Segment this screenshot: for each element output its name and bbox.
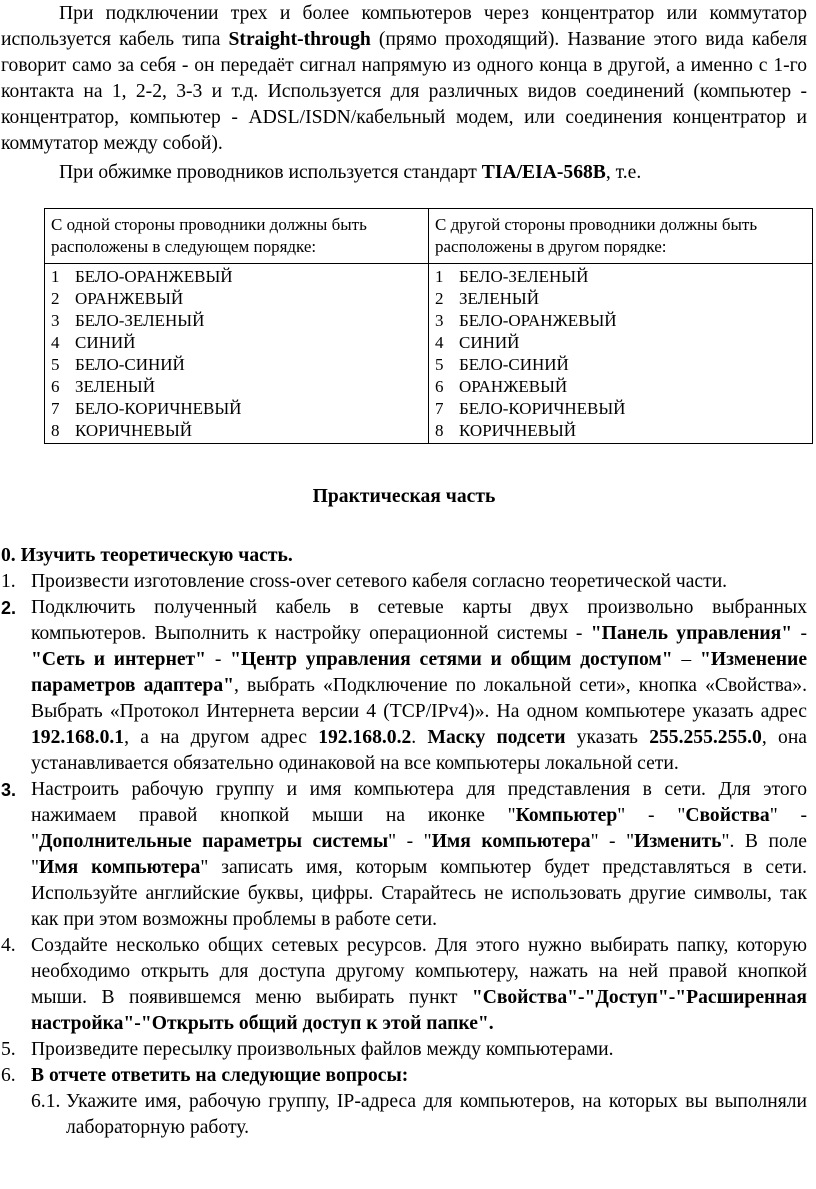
- ip-address: 192.168.0.2: [318, 727, 412, 748]
- wire-row: [51, 288, 422, 310]
- wire-row: [435, 332, 806, 354]
- menu-path: "Свойства"-"Доступ"-"Расширенная настройка"-"Открыть общий доступ к этой папке".: [31, 987, 807, 1034]
- step-4: [1, 933, 807, 1037]
- step-text: Произведите пересылку произвольных файлов между компьютерами.: [31, 1039, 614, 1060]
- wire-color: БЕЛО-СИНИЙ: [75, 355, 185, 374]
- wire-number: 3: [51, 311, 60, 330]
- wire-number: 6: [435, 377, 444, 396]
- text-run: При обжимке проводников используется стандарт: [59, 162, 482, 183]
- wire-color: БЕЛО-СИНИЙ: [459, 355, 569, 374]
- text-run: Подключить полученный кабель в сетевые карты двух произвольно выбранных компьютеров. Выполнить к настройку операционной системы -: [31, 597, 807, 644]
- wire-number: 3: [435, 311, 444, 330]
- cable-description-paragraph: [1, 0, 807, 157]
- text-run: -: [792, 623, 807, 644]
- wire-number: 5: [435, 355, 444, 374]
- wire-row: [51, 376, 422, 398]
- text-run: " записать имя, которым компьютер будет представляться в сети. Используйте английские буквы, цифры. Старайтесь не использовать другие символы, так как при этом возможны проблемы в работе сети.: [31, 857, 807, 930]
- wiring-table: [44, 208, 813, 444]
- text-run: " - ": [31, 805, 808, 852]
- wire-number: 4: [51, 333, 60, 352]
- text-run: ". В поле ": [31, 831, 807, 878]
- wire-number: 8: [435, 421, 444, 440]
- menu-path: "Панель управления": [590, 623, 793, 644]
- wire-color: ЗЕЛЕНЫЙ: [75, 377, 155, 396]
- text-run: " - ": [388, 831, 432, 852]
- wire-color: БЕЛО-КОРИЧНЕВЫЙ: [75, 399, 242, 418]
- step-0: 0. Изучить теоретическую часть.: [1, 545, 293, 566]
- text-run: , она устанавливается обязательно одинаковой на все компьютеры локальной сети.: [31, 727, 808, 774]
- field-name: Имя компьютера: [39, 857, 201, 878]
- menu-path: Изменить: [634, 831, 722, 852]
- wire-number: 2: [51, 289, 60, 308]
- step-text: [31, 777, 807, 933]
- step-number: 6.1.: [31, 1091, 61, 1112]
- menu-path: "Сеть и интернет": [31, 649, 207, 670]
- wire-color: ОРАНЖЕВЫЙ: [75, 289, 184, 308]
- wire-number: 2: [435, 289, 444, 308]
- menu-path: Дополнительные параметры системы: [39, 831, 389, 852]
- wire-row: [435, 376, 806, 398]
- text-run: Настроить рабочую группу и имя компьютера для представления в сети. Для этого нажимаем правой кнопкой мыши на иконке ": [31, 779, 807, 826]
- wire-row: [435, 266, 806, 288]
- subnet-mask-label: Маску подсети: [427, 727, 566, 748]
- text-run: (прямо проходящий). Название этого вида кабеля говорит само за себя - он передаёт сигнал напрямую из одного конца в другой, а именно с 1-го контакта на 1, 2-2, 3-3 и т.д. Используется для различных видов соединений (компьютер - концентратор, компьютер - ADSL/ISDN/кабельный модем, или соединения концентратор и коммутатор между собой).: [1, 29, 807, 154]
- wire-color: БЕЛО-КОРИЧНЕВЫЙ: [459, 399, 626, 418]
- wire-color: КОРИЧНЕВЫЙ: [459, 421, 577, 440]
- text-run: " - ": [617, 805, 686, 826]
- wire-row: [435, 398, 806, 420]
- wire-number: 4: [435, 333, 444, 352]
- wire-row: [51, 266, 422, 288]
- wire-number: 1: [51, 267, 60, 286]
- step-number: 4.: [1, 935, 16, 956]
- wire-color: СИНИЙ: [459, 333, 520, 352]
- wire-row: [51, 354, 422, 376]
- step-text: [31, 595, 807, 777]
- step-6-1: [1, 1089, 807, 1141]
- wire-number: 8: [51, 421, 60, 440]
- step-text: В отчете ответить на следующие вопросы:: [31, 1065, 409, 1086]
- step-6: [1, 1063, 807, 1089]
- wire-row: [51, 332, 422, 354]
- wire-row: [435, 310, 806, 332]
- subnet-mask: 255.255.255.0: [649, 727, 762, 748]
- step-number: 1.: [1, 571, 16, 592]
- wire-color: ОРАНЖЕВЫЙ: [459, 377, 568, 396]
- wire-row: [51, 398, 422, 420]
- wire-number: 7: [435, 399, 444, 418]
- step-number: 3.: [1, 780, 17, 800]
- standard-paragraph: [1, 160, 807, 186]
- menu-path: Имя компьютера: [431, 831, 591, 852]
- left-header-cell: С одной стороны проводники должны быть расположены в следующем порядке:: [45, 209, 429, 264]
- wire-number: 6: [51, 377, 60, 396]
- step-number: 6.: [1, 1065, 16, 1086]
- right-order-list: [429, 264, 813, 444]
- wire-row: [435, 354, 806, 376]
- right-header-cell: С другой стороны проводники должны быть расположены в другом порядке:: [429, 209, 813, 264]
- wire-row: [51, 420, 422, 442]
- wire-color: СИНИЙ: [75, 333, 136, 352]
- wire-number: 5: [51, 355, 60, 374]
- wire-row: [51, 310, 422, 332]
- wire-color: КОРИЧНЕВЫЙ: [75, 421, 193, 440]
- text-run: , т.е.: [605, 162, 642, 183]
- step-5: [1, 1037, 807, 1063]
- text-run: Создайте несколько общих сетевых ресурсов. Для этого нужно выбирать папку, которую необходимо открыть для доступа другому компьютеру, нажать на ней правой кнопкой мыши. В появившемся меню выбирать пункт: [31, 935, 807, 1008]
- cable-type: Straight-through: [228, 29, 371, 50]
- menu-path: Компьютер: [515, 805, 618, 826]
- step-text: Произвести изготовление cross-over сетевого кабеля согласно теоретической части.: [31, 571, 728, 592]
- wire-color: БЕЛО-ЗЕЛЕНЫЙ: [75, 311, 205, 330]
- text-run: " - ": [590, 831, 635, 852]
- wire-color: БЕЛО-ЗЕЛЕНЫЙ: [459, 267, 589, 286]
- text-run: -: [206, 649, 231, 670]
- text-run: –: [672, 649, 700, 670]
- text-run: , а на другом адрес: [124, 727, 319, 748]
- text-run: .: [411, 727, 428, 748]
- wire-color: БЕЛО-ОРАНЖЕВЫЙ: [459, 311, 617, 330]
- step-1: [1, 569, 807, 595]
- text-run: , выбрать «Подключение по локальной сети», кнопка «Свойства». Выбрать «Протокол Интернета версии 4 (TCP/IPv4)». На одном компьютере указать адрес: [31, 675, 807, 722]
- step-3: [1, 777, 807, 933]
- step-text: [31, 933, 807, 1037]
- wire-color: ЗЕЛЕНЫЙ: [459, 289, 539, 308]
- text-run: указать: [565, 727, 650, 748]
- wire-number: 7: [51, 399, 60, 418]
- step-2: [1, 595, 807, 777]
- left-order-list: [45, 264, 429, 444]
- section-title: Практическая часть: [312, 486, 496, 507]
- step-text: Укажите имя, рабочую группу, IP-адреса для компьютеров, на которых вы выполняли лабораторную работу.: [66, 1091, 807, 1138]
- step-number: 5.: [1, 1039, 16, 1060]
- menu-path: "Изменение параметров адаптера": [31, 649, 808, 696]
- step-number: 2.: [1, 598, 17, 618]
- menu-path: Свойства: [685, 805, 770, 826]
- wire-row: [435, 420, 806, 442]
- wire-row: [435, 288, 806, 310]
- wire-number: 1: [435, 267, 444, 286]
- wire-color: БЕЛО-ОРАНЖЕВЫЙ: [75, 267, 233, 286]
- standard-name: TIA/EIA-568B: [481, 162, 606, 183]
- menu-path: "Центр управления сетями и общим доступом": [230, 649, 673, 670]
- ip-address: 192.168.0.1: [31, 727, 125, 748]
- text-run: При подключении трех и более компьютеров через концентратор или коммутатор используется кабель типа: [1, 3, 807, 50]
